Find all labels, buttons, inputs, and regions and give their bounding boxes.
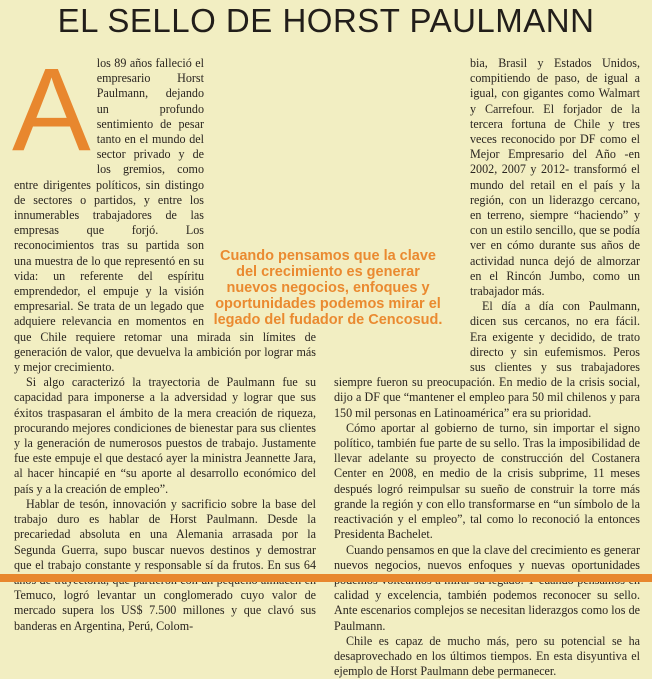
right-paragraph: Cómo aportar al gobierno de turno, sin importar el signo político, también fue parte de su sello. Tras la imposibilidad de llevar adelante su proyecto de construcción del Costanera Center en 2008, en medio de la crisis subprime, 11 meses después logró reimpulsar su sueño de construir la torre más grande la región y con ello transformarse en “un símbolo de la reactivación y el empleo”, tal como lo reconoció la entonces Presidenta Bachelet. xyxy=(334,420,640,542)
headline: EL SELLO DE HORST PAULMANN xyxy=(57,2,595,39)
right-paragraph: bia, Brasil y Estados Unidos, compitiendo de paso, de igual a igual, con gigantes como Walmart y Carrefour. El forjador de la tercera fortuna de Chile y tres veces reconocido por DF como el Mejor Empresario del Año -en 2002, 2007 y 2012- transformó el mundo del retail en el país y la región, con un liderazgo cercano, en terreno, siempre “haciendo” y con un estilo sencillo, que se podía ver en cómo durante sus años de actividad nunca dejó de almorzar en el Rincón Jumbo, como un trabajador más. xyxy=(470,56,640,299)
drop-cap: A xyxy=(12,44,91,176)
left-paragraph: Hablar de tesón, innovación y sacrificio sobre la base del trabajo duro es hablar de Horst Paulmann. Desde la precariedad absoluta en una Alemania arrasada por la Segunda Guerra, supo buscar nuevos destinos y demostrar que el trabajo constante y responsable sí da frutos. En sus 64 Temuco, logró levantar un conglomerado cuyo valor de mercado supera los US$ 7.500 millones y que clavó sus banderas en Argentina, Perú, Colom- xyxy=(14,496,316,633)
footer-accent-bar xyxy=(0,574,652,582)
right-paragraph: Chile es capaz de mucho más, pero su potencial se ha desaprovechado en los últimos tiempos. En esta disyuntiva el ejemplo de Horst Paulmann debe permanecer. xyxy=(334,633,640,679)
right-paragraph: El día a día con Paulmann, dicen sus cercanos, no era fácil. Era exigente y decidido, de trato directo y sin eufemismos. Peros sus clientes y sus trabajadores siempre fueron su preocupación. En medio de la crisis social, dijo a DF que “mantener el empleo para 50 mil chilenos y para 150 mil personas en Latinoamérica” era su prioridad. xyxy=(334,299,640,420)
left-paragraph: los 89 años falleció el empresario Horst Paulmann, dejando un profundo sentimiento de pesar tanto en el mundo del sector privado y de los gremios, como entre dirigentes políticos, sin distingo de sectores o partidos, y entre los innumerables trabajadores de las empresas que forjó. Los reconocimientos tras su partida son una muestra de lo que representó en su vida: un referente del espíritu emprendedor, el empuje y la visión empresarial. Se trata de un legado que adquiere relevancia en momentos en que Chile requiere retomar una mirada sin límites de generación de valor, que devuelva la ambición por lograr más y mejor crecimiento. xyxy=(14,56,316,375)
left-paragraph: Si algo caracterizó la trayectoria de Paulmann fue su capacidad para imponerse a la adversidad y lograr que sus éxitos traspasaran el ámbito de la mera creación de riqueza, procurando mejores condiciones de bienestar para sus clientes y la generación de numerosos puestos de trabajo. Justamente fue este empuje el que destacó ayer la ministra Jeannette Jara, al hacer hincapié en “su aporte al desarrollo económico del país y a la creación de empleo”. xyxy=(14,375,316,496)
pull-quote: Cuando pensamos que la clave del crecimiento es generar nuevos negocios, enfoques y oportunidades podemos mirar el legado del fudador de Cencosud. xyxy=(213,248,443,328)
right-column xyxy=(334,56,640,679)
right-paragraph: Cuando pensamos en que la clave del crecimiento es generar nuevos negocios, nuevos enfoques y nuevas oportunidades calidad y excelencia, también podemos reconocer su sello. Ante escenarios complejos se necesitan liderazgos como los de Paulmann. xyxy=(334,542,640,633)
left-column xyxy=(12,44,316,634)
